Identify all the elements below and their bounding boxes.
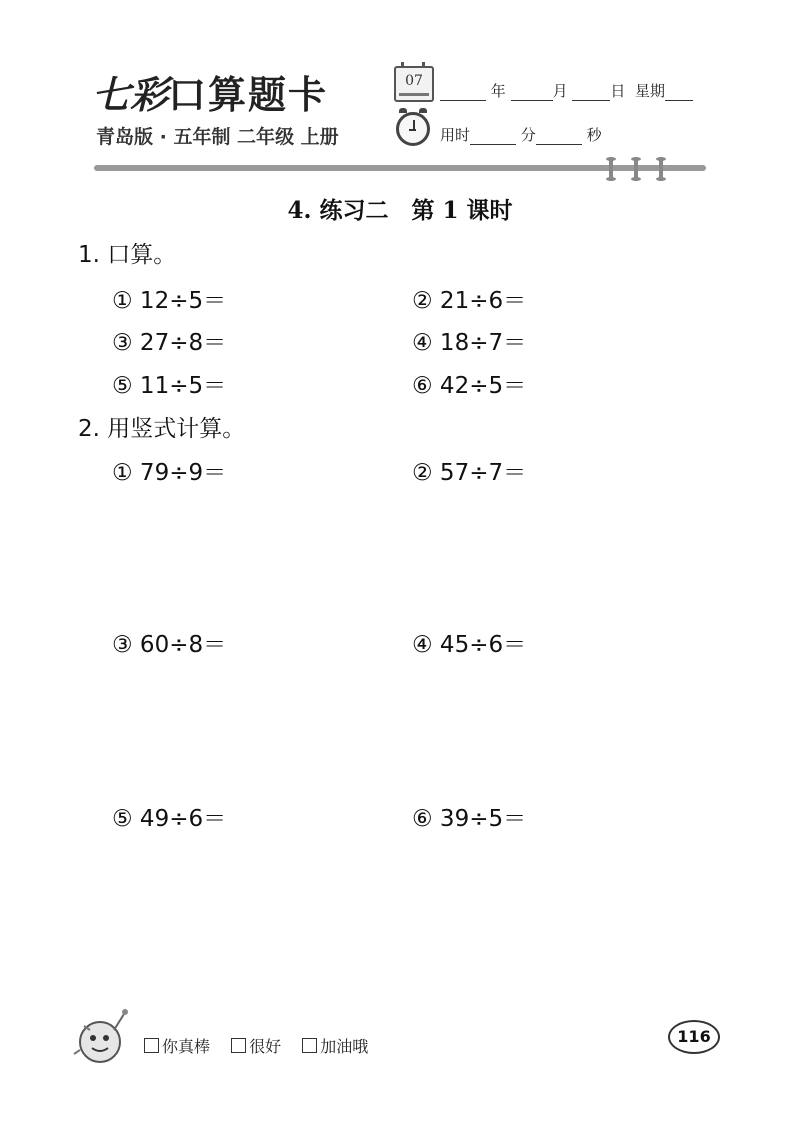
mascot-icon — [70, 1006, 132, 1068]
page-number: 116 — [668, 1020, 720, 1054]
rating-label: 你真棒 — [162, 1037, 211, 1056]
mental-math-problem-5: ⑤ 11÷5＝ — [112, 373, 227, 399]
brand-part-2: 口算题卡 — [168, 73, 329, 117]
header-divider — [94, 165, 706, 171]
vertical-calc-problem-4: ④ 45÷6＝ — [412, 632, 527, 658]
month-label: 月 — [552, 82, 568, 100]
weekday-label: 星期 — [634, 82, 665, 100]
checkbox-icon[interactable] — [231, 1038, 246, 1053]
date-fill-line — [440, 80, 693, 101]
day-blank[interactable] — [572, 86, 610, 101]
year-blank[interactable] — [440, 86, 486, 101]
minutes-blank[interactable] — [470, 130, 516, 145]
edition-subtitle: 青岛版 · 五年制 二年级 上册 — [96, 126, 339, 148]
vertical-calc-problem-2: ② 57÷7＝ — [412, 460, 527, 486]
calendar-icon — [394, 66, 434, 102]
vertical-calc-problem-3: ③ 60÷8＝ — [112, 632, 227, 658]
section-1-title: 1. 口算。 — [78, 242, 177, 268]
mental-math-problem-3: ③ 27÷8＝ — [112, 330, 227, 356]
vertical-calc-problem-6: ⑥ 39÷5＝ — [412, 806, 527, 832]
mental-math-problem-2: ② 21÷6＝ — [412, 288, 527, 314]
month-blank[interactable] — [511, 86, 553, 101]
lesson-title: 4. 练习二 第 1 课时 — [287, 197, 513, 224]
mental-math-problem-1: ① 12÷5＝ — [112, 288, 227, 314]
weekday-blank[interactable] — [665, 86, 693, 101]
rating-option-keep-going[interactable] — [302, 1037, 368, 1056]
rating-option-good[interactable] — [231, 1037, 281, 1056]
section-2-title: 2. 用竖式计算。 — [78, 416, 246, 442]
time-used-label: 用时 — [440, 126, 471, 144]
binder-ring-icon — [634, 157, 638, 181]
binder-ring-icon — [659, 157, 663, 181]
alarm-clock-icon — [396, 112, 430, 146]
rating-option-great[interactable] — [144, 1037, 210, 1056]
self-rating — [144, 1034, 384, 1057]
calendar-number: 07 — [405, 73, 423, 89]
mental-math-problem-4: ④ 18÷7＝ — [412, 330, 527, 356]
rating-label: 很好 — [249, 1037, 282, 1056]
rating-label: 加油哦 — [320, 1037, 369, 1056]
checkbox-icon[interactable] — [302, 1038, 317, 1053]
checkbox-icon[interactable] — [144, 1038, 159, 1053]
year-label: 年 — [490, 82, 506, 100]
brand-title — [92, 64, 328, 119]
vertical-calc-problem-1: ① 79÷9＝ — [112, 460, 227, 486]
day-label: 日 — [610, 82, 626, 100]
binder-ring-icon — [609, 157, 613, 181]
seconds-label: 秒 — [586, 126, 602, 144]
seconds-blank[interactable] — [536, 130, 582, 145]
mental-math-problem-6: ⑥ 42÷5＝ — [412, 373, 527, 399]
time-fill-line — [440, 124, 602, 145]
brand-part-1: 七彩 — [92, 72, 169, 117]
minutes-label: 分 — [520, 126, 536, 144]
vertical-calc-problem-5: ⑤ 49÷6＝ — [112, 806, 227, 832]
